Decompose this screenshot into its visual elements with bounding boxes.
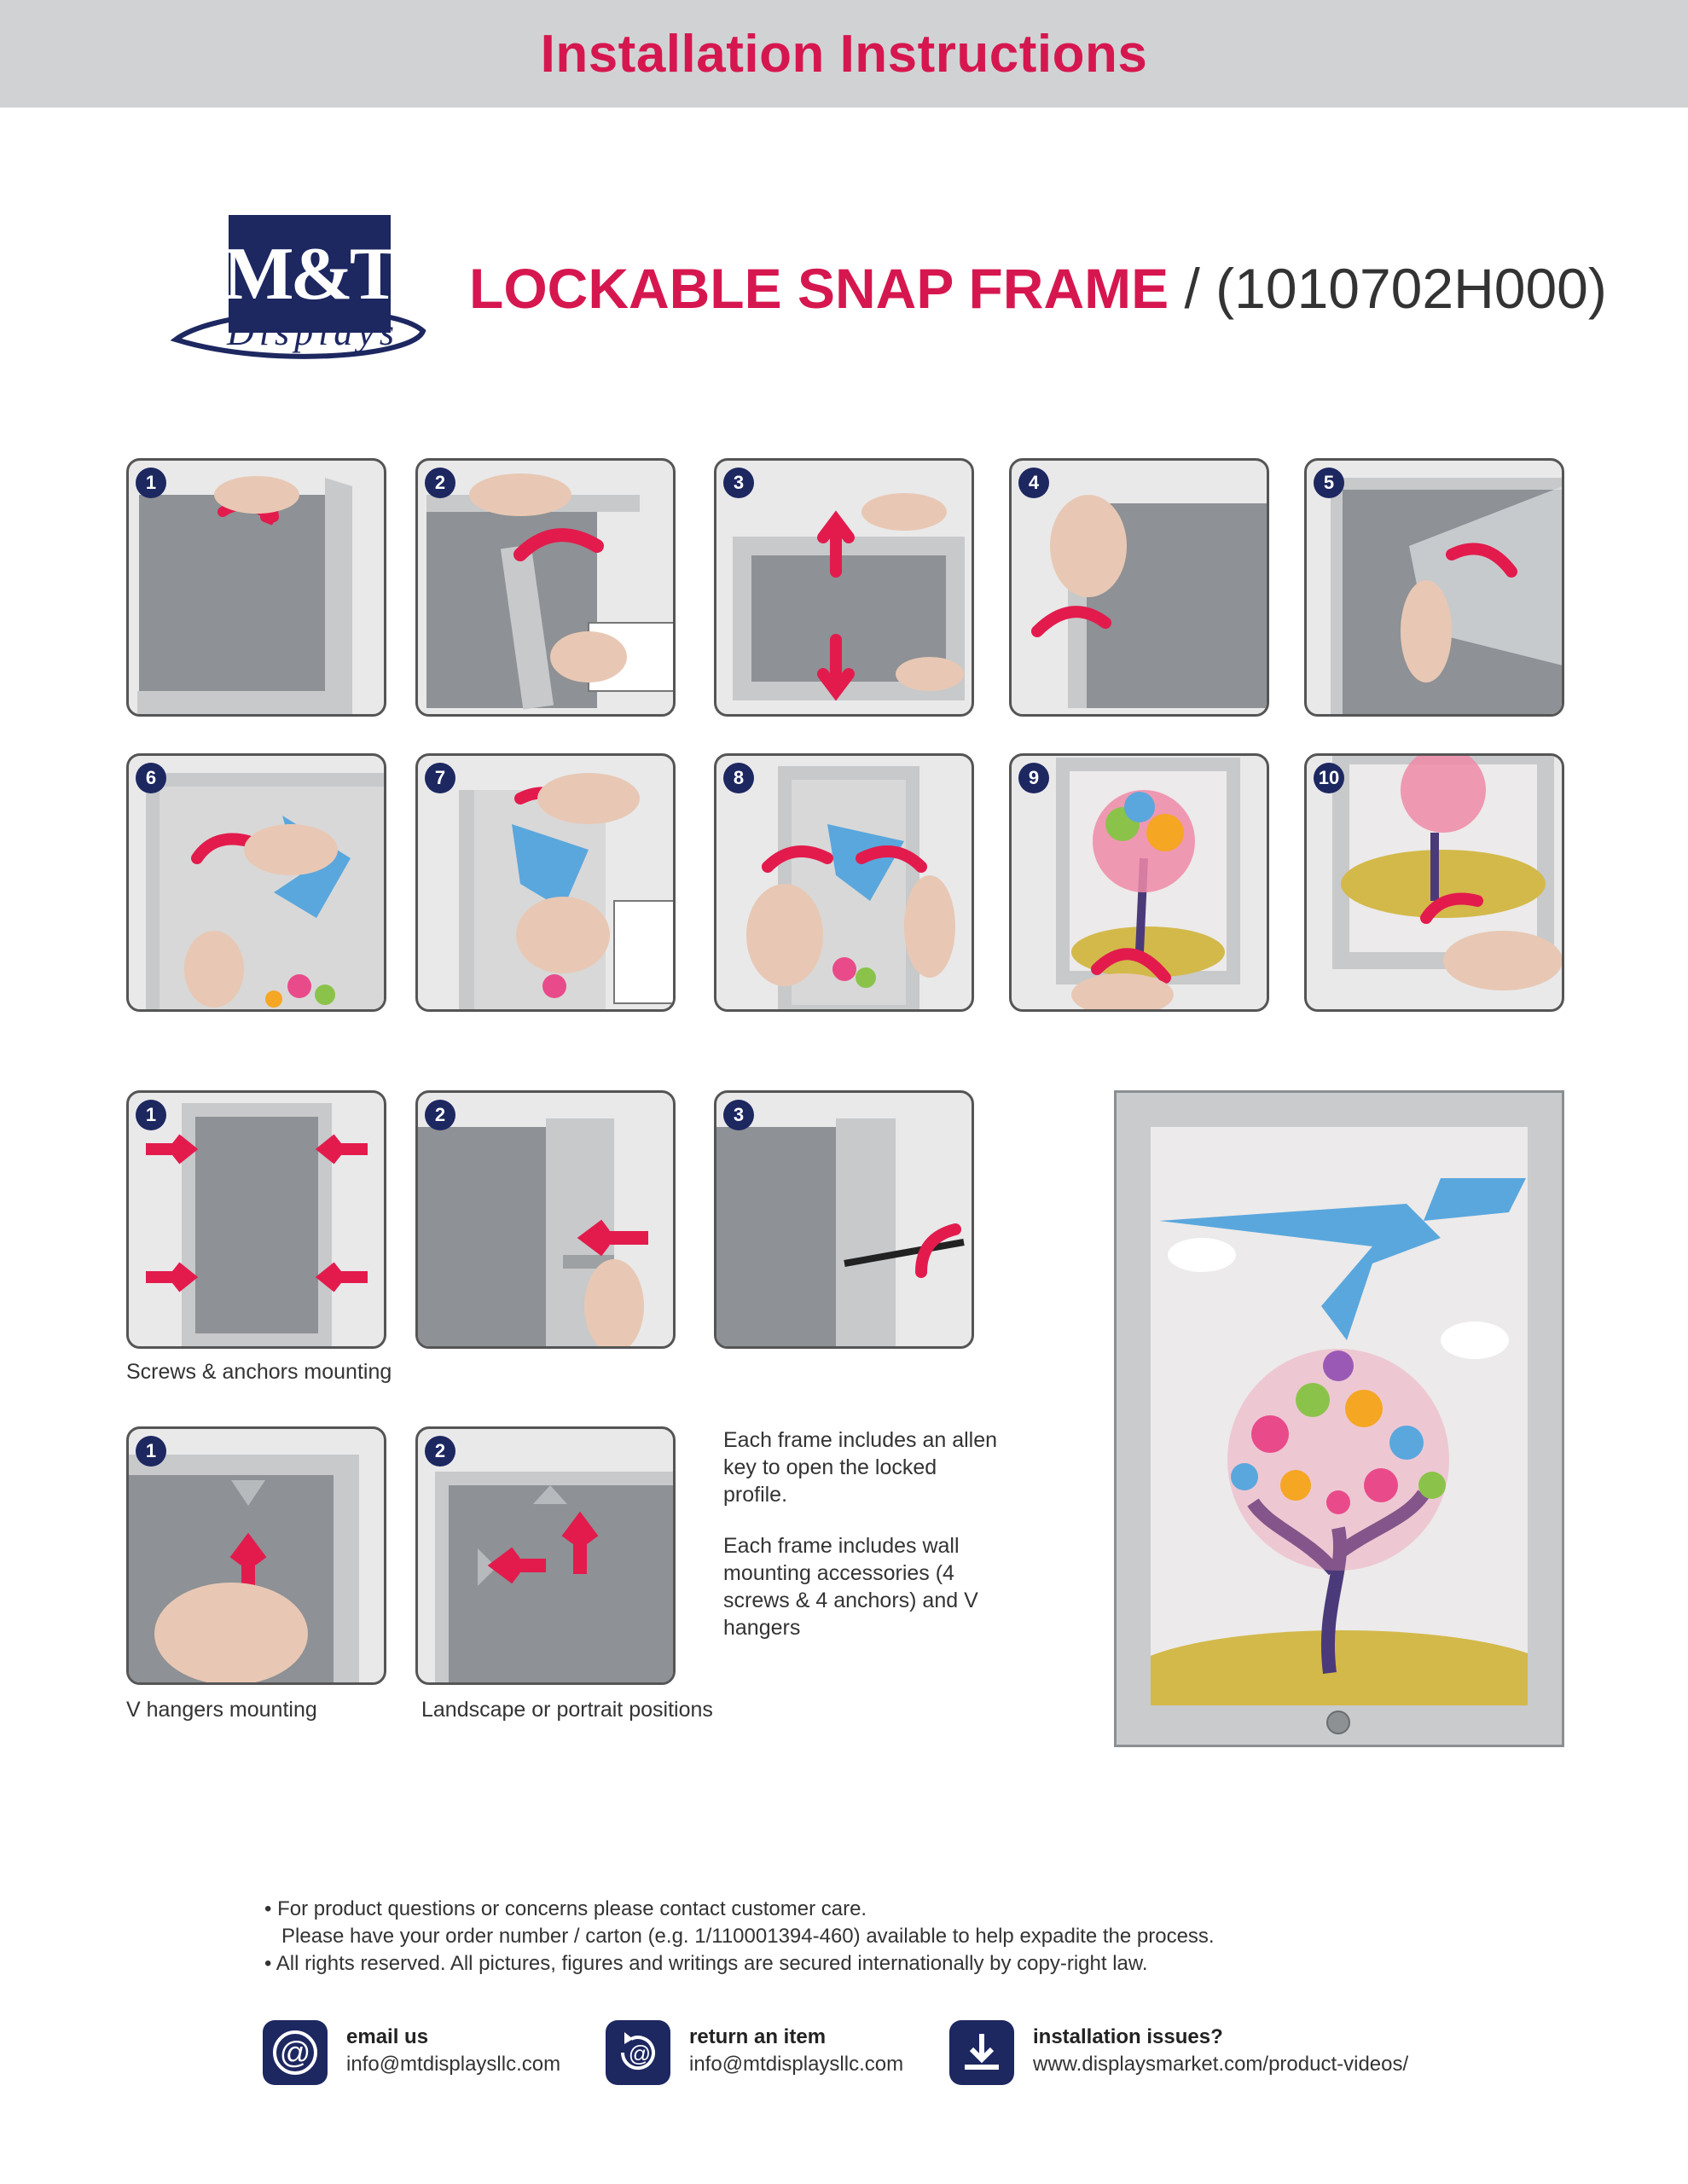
page-title: Installation Instructions: [540, 24, 1148, 84]
step-number: 1: [136, 1100, 166, 1130]
contact-installation-label: installation issues?: [1033, 2025, 1223, 2048]
assembly-step-3: [714, 458, 974, 717]
step-number: 4: [1018, 468, 1049, 498]
step-number: 10: [1314, 763, 1344, 793]
footer-note-2: Please have your order number / carton (e.g. 1/110001394-460) available to help expadite the process.: [281, 1925, 1215, 1948]
step-number: 9: [1018, 763, 1049, 793]
included-notes: [723, 1426, 1005, 1665]
assembly-step-6: [126, 753, 386, 1012]
assembly-step-1: [126, 458, 386, 717]
product-title: [469, 256, 1607, 321]
svg-text:@: @: [279, 2035, 311, 2070]
step-number: 2: [425, 468, 455, 498]
footer-note-3: • All rights reserved. All pictures, figures and writings are secured internationally by copy-right law.: [264, 1952, 1148, 1975]
positions-caption: Landscape or portrait positions: [421, 1698, 713, 1722]
v-hanger-step-2: [415, 1426, 676, 1685]
allen-key-note: Each frame includes an allen key to open the locked profile.: [723, 1428, 998, 1507]
step-number: 8: [723, 763, 754, 793]
footer-note-1: • For product questions or concerns please contact customer care.: [264, 1897, 867, 1920]
logo-sub-text: Displays: [227, 311, 399, 353]
poster-illustration: [1151, 1127, 1528, 1705]
step-number: 1: [136, 1436, 166, 1467]
contact-email-value[interactable]: info@mtdisplaysllc.com: [346, 2053, 561, 2076]
step-number: 1: [136, 468, 166, 498]
product-image: [1114, 1090, 1564, 1747]
assembly-step-5: [1304, 458, 1564, 717]
step-number: 5: [1314, 468, 1344, 498]
assembly-step-2: [415, 458, 676, 717]
contact-return-value[interactable]: info@mtdisplaysllc.com: [689, 2053, 904, 2076]
assembly-step-7: [415, 753, 676, 1012]
download-icon: [949, 2020, 1014, 2085]
product-name: LOCKABLE SNAP FRAME: [469, 257, 1169, 320]
assembly-step-4: [1009, 458, 1269, 717]
contact-email-label: email us: [346, 2025, 429, 2048]
svg-text:@: @: [628, 2041, 652, 2066]
step-number: 7: [425, 763, 455, 793]
step-number: 6: [136, 763, 166, 793]
screws-step-1: [126, 1090, 386, 1349]
header-band: [0, 0, 1688, 107]
product-code: (1010702H000): [1215, 257, 1607, 320]
accessories-note: Each frame includes wall mounting accessories (4 screws & 4 anchors) and V hangers: [723, 1534, 978, 1640]
v-hanger-step-1: [126, 1426, 386, 1685]
contact-installation-value[interactable]: www.displaysmarket.com/product-videos/: [1033, 2053, 1409, 2076]
return-icon: [606, 2020, 670, 2085]
step-number: 3: [723, 468, 754, 498]
product-separator: /: [1184, 257, 1200, 320]
contact-return-label: return an item: [689, 2025, 827, 2048]
screws-step-2: [415, 1090, 676, 1349]
brand-logo: [167, 215, 432, 369]
screws-step-3: [714, 1090, 974, 1349]
at-sign-icon: [263, 2020, 328, 2085]
assembly-step-8: [714, 753, 974, 1012]
assembly-step-9: [1009, 753, 1269, 1012]
lock-icon: [1326, 1711, 1350, 1734]
poster-artwork: [1151, 1127, 1528, 1705]
v-hangers-caption: V hangers mounting: [126, 1698, 317, 1722]
assembly-step-10: [1304, 753, 1564, 1012]
logo-main-text: M&T: [223, 232, 397, 316]
screws-caption: Screws & anchors mounting: [126, 1360, 392, 1384]
footer-notes: [264, 1896, 1215, 1978]
step-number: 3: [723, 1100, 754, 1130]
step-number: 2: [425, 1100, 455, 1130]
step-number: 2: [425, 1436, 455, 1467]
